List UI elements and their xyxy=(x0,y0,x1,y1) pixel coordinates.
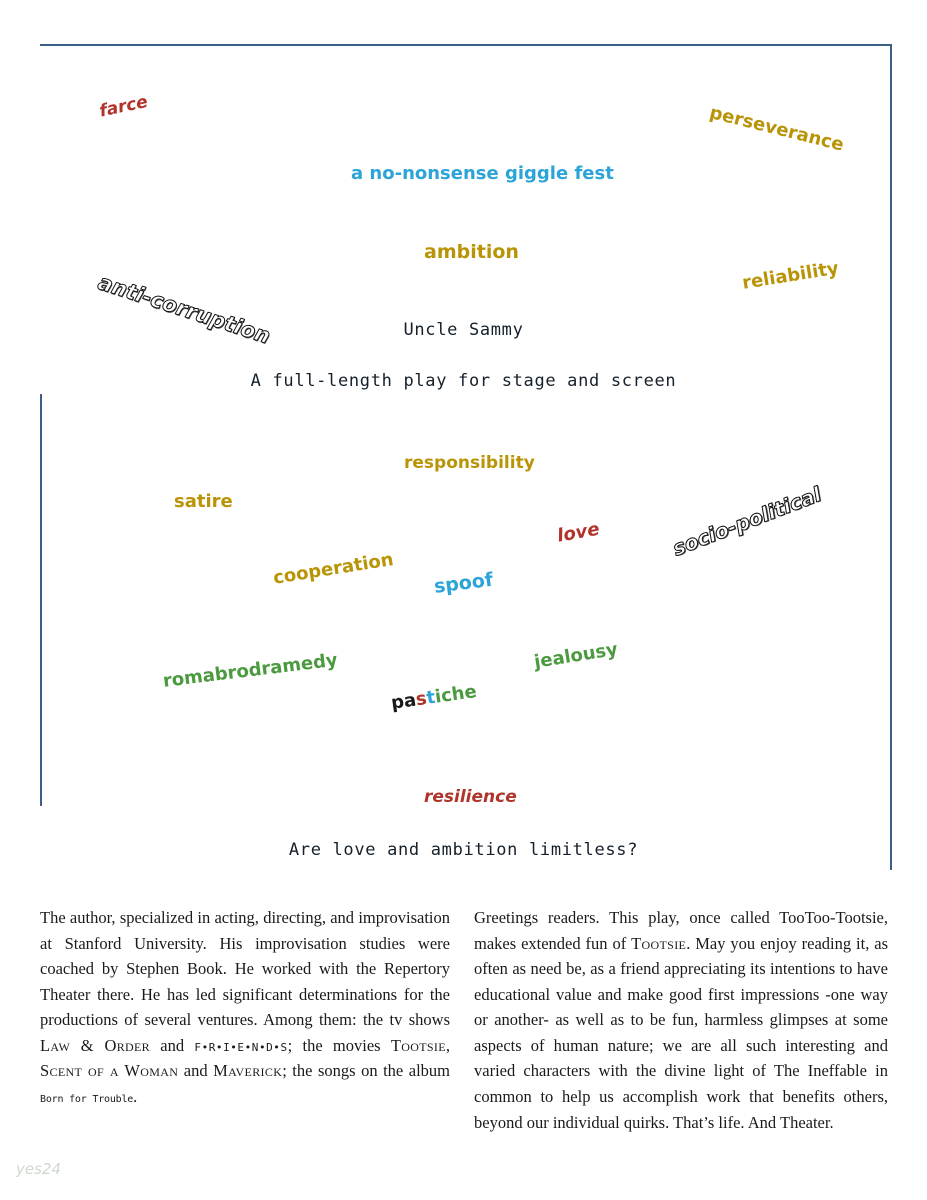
movie-maverick: Maverick xyxy=(213,1061,283,1081)
movie-scent-of-a-woman: Scent of a Woman xyxy=(40,1061,179,1081)
reference-tootsie: Tootsie xyxy=(631,933,687,953)
bio-text-5: and xyxy=(178,1061,214,1081)
greeting-text-2: . May you enjoy reading it, as often as need be, as a friend appreciating its intentions to have educational value and make good first impressions -one way or another- as well as to be fun, harmless glimpses at some aspects of human nature; we are all such interesting and varied characters with the divine light of The Ineffable in common to help us accomplish work that benefits others, beyond our individual quirks. That’s life. And Theater. xyxy=(474,933,888,1132)
bio-text-7: . xyxy=(133,1086,138,1106)
frame-rule-left xyxy=(40,394,42,806)
frame-rule-right xyxy=(890,44,892,870)
keyword-love: love xyxy=(555,518,602,547)
book-tagline: Are love and ambition limitless? xyxy=(288,840,639,860)
greetings-column xyxy=(474,905,888,1135)
keyword-anti-corruption: anti-corruption xyxy=(95,270,274,349)
bio-text-1: The author, specialized in acting, directing, and improvisation at Stanford University. His improvisation studies were coached by Stephen Book. He worked with the Repertory Theater there. He has led significant determinations for the productions of several ventures. Among them: the tv shows xyxy=(40,908,450,1030)
movie-tootsie: Tootsie xyxy=(390,1035,446,1055)
keyword-spoof: spoof xyxy=(432,568,495,598)
author-bio-column xyxy=(40,905,450,1110)
bio-text-6: ; the songs on the album xyxy=(282,1061,450,1081)
book-subtitle: A full-length play for stage and screen xyxy=(250,371,677,391)
keyword-cooperation: cooperation xyxy=(271,549,395,589)
watermark: yes24 xyxy=(16,1160,62,1178)
keyword-satire: satire xyxy=(174,491,233,512)
tv-show-law-and-order: Law & Order xyxy=(40,1035,151,1055)
back-cover-text xyxy=(0,905,927,1165)
keyword-farce: farce xyxy=(97,91,150,122)
keyword-responsibility: responsibility xyxy=(404,453,535,473)
keyword-ambition: ambition xyxy=(424,241,519,263)
keyword-pastiche: pastiche xyxy=(389,681,479,714)
book-title: Uncle Sammy xyxy=(403,320,524,340)
keyword-reliability: reliability xyxy=(740,257,841,294)
keyword-perseverance: perseverance xyxy=(707,102,846,156)
keyword-romabrodramedy: romabrodramedy xyxy=(161,649,339,692)
keyword-a-no-nonsense-giggle-fest: a no-nonsense giggle fest xyxy=(351,163,614,184)
bio-text-3: ; the movies xyxy=(287,1035,391,1055)
tv-show-friends: F•R•I•E•N•D•S xyxy=(194,1040,288,1054)
frame-rule-top xyxy=(40,44,892,46)
keyword-resilience: resilience xyxy=(424,787,517,807)
album-born-for-trouble: Born for Trouble xyxy=(40,1093,134,1105)
keyword-socio-political: socio-political xyxy=(669,481,825,561)
keyword-jealousy: jealousy xyxy=(532,638,620,673)
bio-text-4: , xyxy=(445,1035,451,1055)
greeting-text-1: Greetings readers. This play, once called TooToo-Tootsie, makes extended fun of xyxy=(474,908,888,953)
bio-text-2: and xyxy=(150,1035,195,1055)
